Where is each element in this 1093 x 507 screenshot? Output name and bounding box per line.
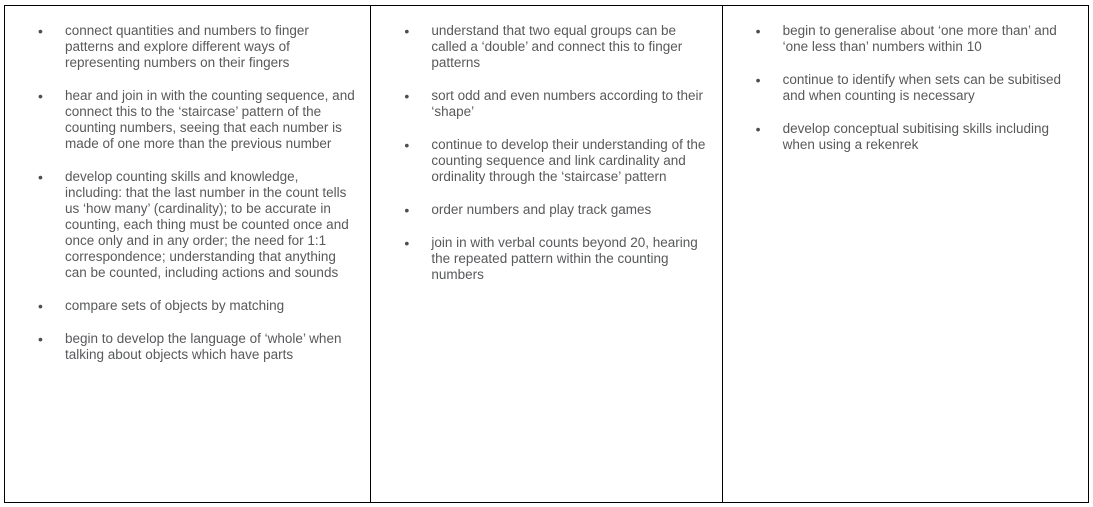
list-item: • continue to identify when sets can be subitised and when counting is necessary [756,72,1076,104]
table-cell-column-3 [722,6,1088,503]
table-cell-column-1 [5,6,371,503]
curriculum-table-body [5,6,1089,503]
list-item: • understand that two equal groups can be called a ‘double’ and connect this to finger patterns [404,23,709,71]
list-item: • sort odd and even numbers according to their ‘shape’ [404,88,709,120]
list-item: • compare sets of objects by matching [38,298,358,314]
list-item: • continue to develop their understanding of the counting sequence and link cardinality and ordinality through the ‘staircase’ pattern [404,137,709,185]
bullet-list-column-1 [5,23,358,363]
bullet-list-column-3 [723,23,1076,153]
table-cell-column-2 [371,6,722,503]
list-item: • connect quantities and numbers to finger patterns and explore different ways of representing numbers on their fingers [38,23,358,71]
bullet-list-column-2 [371,23,709,283]
list-item: • order numbers and play track games [404,202,709,218]
list-item: • hear and join in with the counting sequence, and connect this to the ‘staircase’ pattern of the counting numbers, seeing that each number is made of one more than the previous number [38,88,358,152]
list-item: • begin to develop the language of ‘whole’ when talking about objects which have parts [38,331,358,363]
list-item: • develop counting skills and knowledge, including: that the last number in the count tells us ‘how many’ (cardinality); to be accurate in counting, each thing must be counted once and once only and in any order; the need for 1:1 correspondence; understanding that anything can be counted, including actions and sounds [38,169,358,281]
table-row [5,6,1089,503]
curriculum-table [4,5,1089,503]
list-item: • begin to generalise about ‘one more than’ and ‘one less than’ numbers within 10 [756,23,1076,55]
list-item: • develop conceptual subitising skills including when using a rekenrek [756,121,1076,153]
list-item: • join in with verbal counts beyond 20, hearing the repeated pattern within the counting numbers [404,235,709,283]
